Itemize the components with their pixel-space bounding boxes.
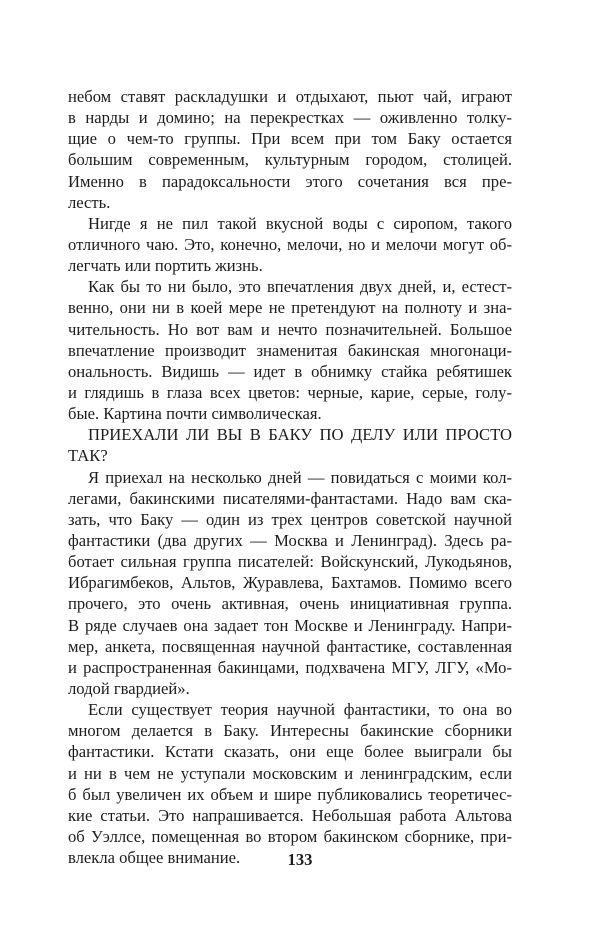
text-line: лодой гвардией». — [68, 678, 190, 698]
text-line: фантастики. Кстати сказать, они еще более выиграли бы — [68, 742, 512, 762]
text-line: влекла общее внимание. — [68, 848, 241, 868]
page-number: 133 — [287, 850, 313, 869]
text-line: В ряде случаев она задает тон Москве и Ленинграду. Напри- — [68, 615, 512, 635]
text-line: фантастики (два других — Москва и Ленинград). Здесь ра- — [68, 530, 512, 550]
text-line: б был увеличен их объем и шире публиковались теоретичес- — [68, 784, 512, 804]
text-line: большим современным, культурным городом, столицей. — [68, 150, 512, 170]
text-line: Как бы то ни было, это впечатления двух дней, и, естест- — [88, 277, 512, 297]
text-line: Именно в парадоксальности этого сочетания вся пре- — [68, 171, 512, 191]
text-line: ональность. Видишь — идет в обнимку стайка ребятишек — [68, 361, 512, 381]
text-line: кие статьи. Это напрашивается. Небольшая работа Альтова — [68, 805, 512, 825]
text-line: Если существует теория научной фантастики, то она во — [88, 700, 512, 720]
text-line: чительность. Но вот вам и нечто позначительней. Большое — [68, 319, 512, 339]
text-line: Я приехал на несколько дней — повидаться с моими кол- — [88, 467, 512, 487]
text-line: небом ставят раскладушки и отдыхают, пьют чай, играют — [68, 87, 512, 106]
question-heading-line: ПРИЕХАЛИ ЛИ ВЫ В БАКУ ПО ДЕЛУ ИЛИ ПРОСТО — [88, 425, 512, 445]
text-line: ботает сильная группа писателей: Войскунский, Лукодьянов, — [68, 552, 512, 572]
body-text — [68, 86, 512, 868]
text-line: отличного чаю. Это, конечно, мелочи, но и мелочи могут об- — [68, 234, 512, 254]
text-line: бые. Картина почти символическая. — [68, 404, 322, 424]
text-line: Ибрагимбеков, Альтов, Журавлева, Бахтамов. Помимо всего — [68, 573, 512, 593]
text-line: венно, они ни в коей мере не претендуют на полноту и зна- — [68, 298, 512, 318]
text-line: и глядишь в глаза всех цветов: черные, карие, серые, голу- — [68, 382, 512, 402]
text-line: щие о чем-то группы. При всем при том Баку остается — [68, 129, 512, 149]
question-heading-line: ТАК? — [68, 446, 108, 466]
text-line: Нигде я не пил такой вкусной воды с сиропом, такого — [88, 213, 512, 233]
text-line: и ни в чем не уступали московским и ленинградским, если — [68, 763, 512, 783]
text-line: в нарды и домино; на перекрестках — оживленно толку- — [68, 108, 512, 128]
text-line: зать, что Баку — один из трех центров советской научной — [68, 509, 512, 529]
text-line: об Уэллсе, помещенная во втором бакинском сборнике, при- — [68, 826, 512, 846]
text-line: легами, бакинскими писателями-фантастами. Надо вам ска- — [68, 488, 512, 508]
text-line: впечатление производит знаменитая бакинская многонаци- — [68, 340, 512, 360]
text-line: и распространенная бакинцами, подхвачена МГУ, ЛГУ, «Мо- — [68, 657, 512, 677]
text-line: мер, анкета, посвященная научной фантастике, составленная — [68, 636, 512, 656]
text-line: многом делается в Баку. Интересны бакинские сборники — [68, 721, 512, 741]
text-line: прочего, это очень активная, очень инициативная группа. — [68, 594, 512, 614]
text-line: лесть. — [68, 192, 111, 212]
text-line: легчать или портить жизнь. — [68, 256, 263, 276]
